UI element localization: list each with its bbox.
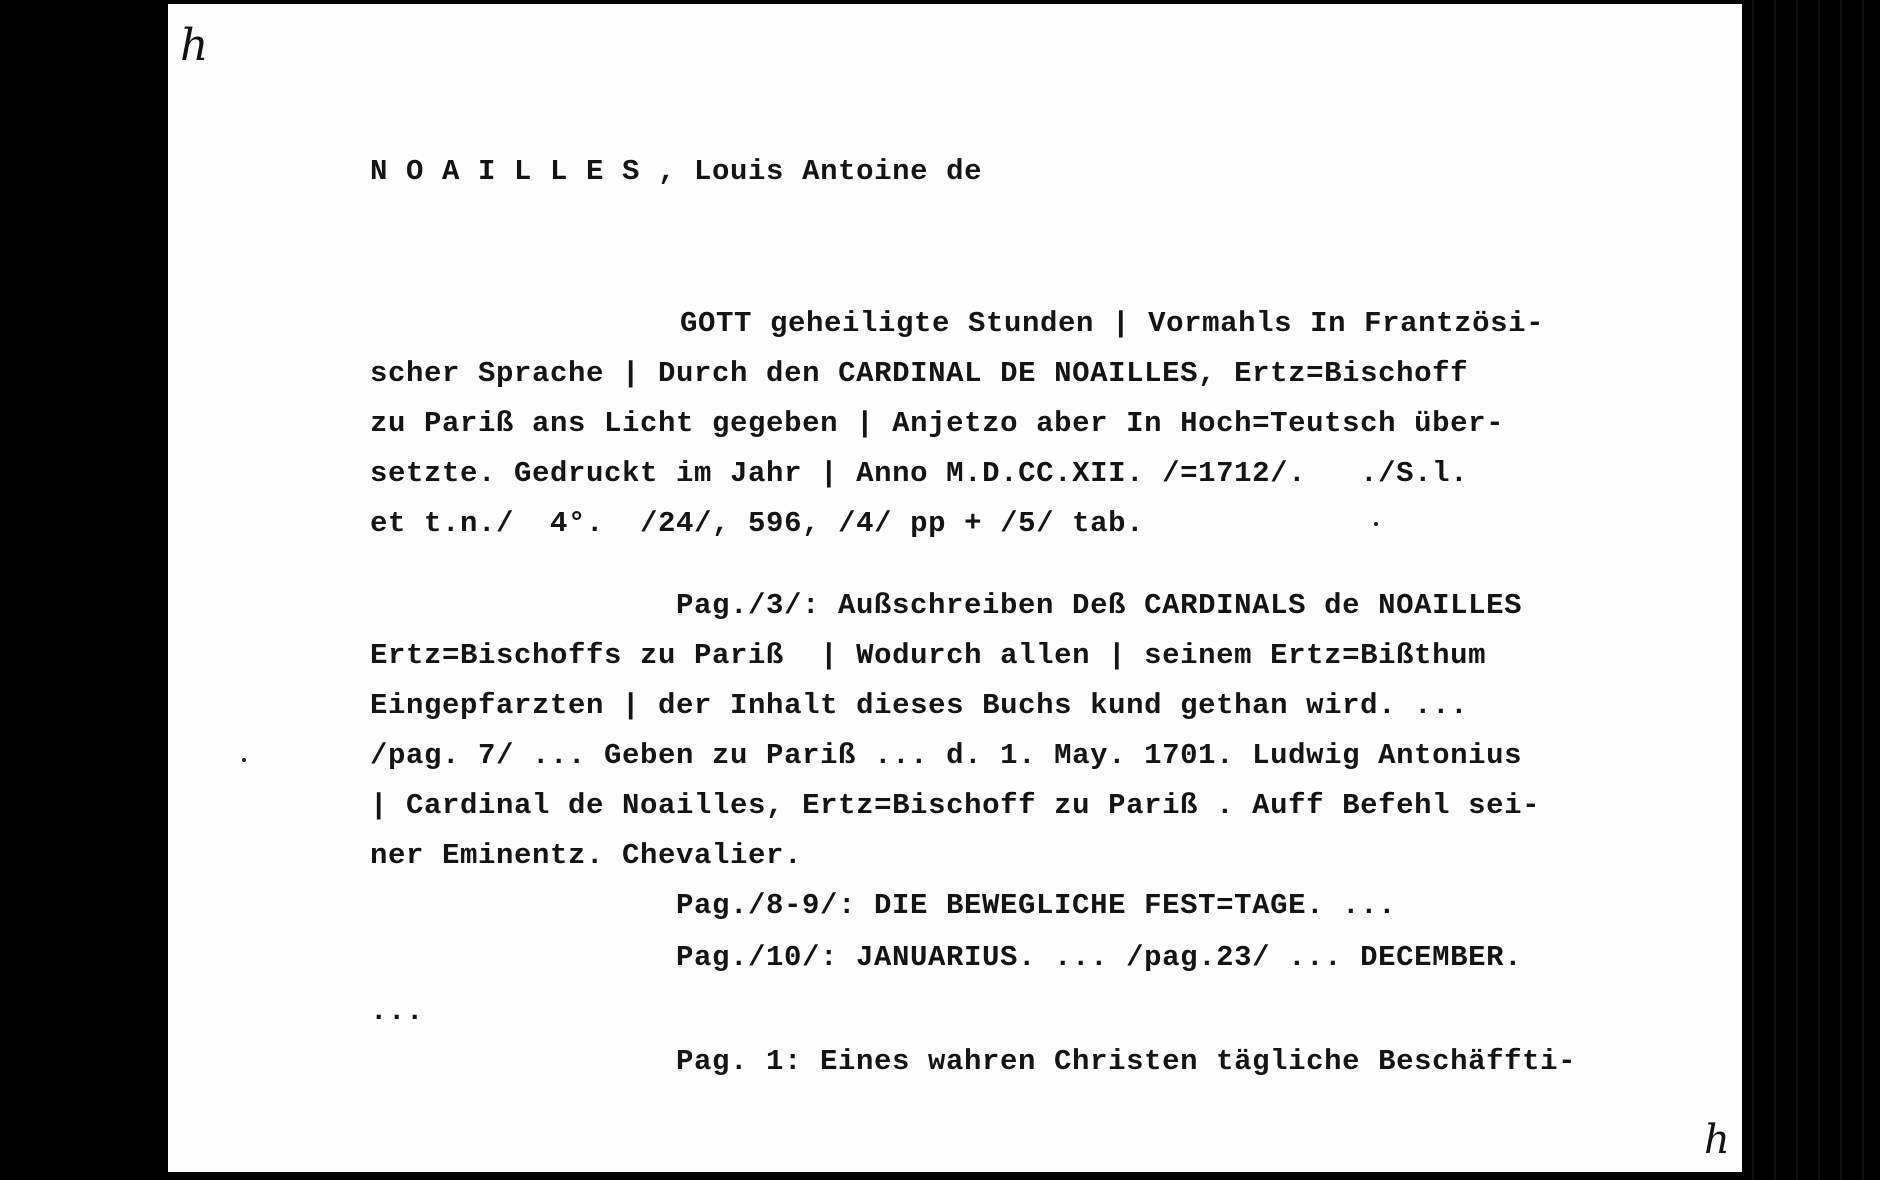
- contents-line-9: ...: [370, 995, 425, 1028]
- contents-line-7: Pag./8-9/: DIE BEWEGLICHE FEST=TAGE. ...: [676, 889, 1397, 922]
- handwritten-mark-bottom-right: h: [1704, 1117, 1730, 1163]
- contents-line-3: Eingepfarzten | der Inhalt dieses Buchs kund gethan wird. ...: [370, 689, 1469, 722]
- ink-speck: [1374, 522, 1378, 526]
- scan-border-right: [1742, 0, 1880, 1180]
- title-line-3: zu Pariß ans Licht gegeben | Anjetzo aber In Hoch=Teutsch über-: [370, 407, 1505, 440]
- handwritten-mark-top-left: h: [180, 20, 209, 71]
- catalog-card: [168, 4, 1742, 1172]
- contents-line-10: Pag. 1: Eines wahren Christen tägliche Beschäffti-: [676, 1045, 1577, 1078]
- contents-line-1: Pag./3/: Außschreiben Deß CARDINALS de NOAILLES: [676, 589, 1523, 622]
- contents-line-8: Pag./10/: JANUARIUS. ... /pag.23/ ... DECEMBER.: [676, 941, 1523, 974]
- contents-line-4: /pag. 7/ ... Geben zu Pariß ... d. 1. May. 1701. Ludwig Antonius: [370, 739, 1523, 772]
- title-line-5: et t.n./ 4°. /24/, 596, /4/ pp + /5/ tab.: [370, 507, 1145, 540]
- title-line-1: GOTT geheiligte Stunden | Vormahls In Frantzösi-: [680, 307, 1545, 340]
- contents-line-5: | Cardinal de Noailles, Ertz=Bischoff zu Pariß . Auff Befehl sei-: [370, 789, 1541, 822]
- title-line-4: setzte. Gedruckt im Jahr | Anno M.D.CC.XII. /=1712/. ./S.l.: [370, 457, 1469, 490]
- ink-speck: [242, 758, 246, 762]
- contents-line-6: ner Eminentz. Chevalier.: [370, 839, 803, 872]
- title-line-2: scher Sprache | Durch den CARDINAL DE NOAILLES, Ertz=Bischoff: [370, 357, 1469, 390]
- contents-line-2: Ertz=Bischoffs zu Pariß | Wodurch allen | seinem Ertz=Bißthum: [370, 639, 1487, 672]
- scan-border-left: [0, 0, 168, 1180]
- card-heading: N O A I L L E S , Louis Antoine de: [370, 155, 983, 188]
